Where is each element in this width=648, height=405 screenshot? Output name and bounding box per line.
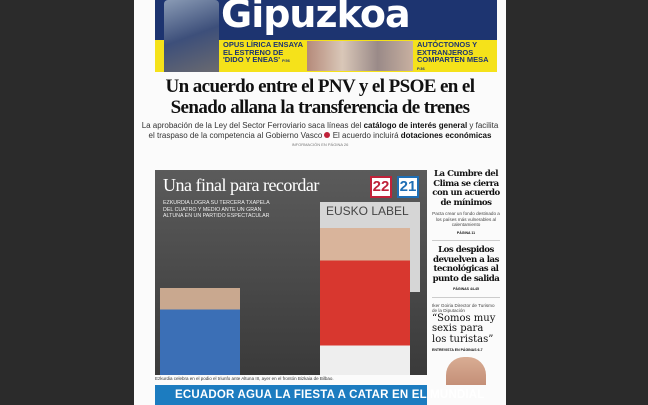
right-column <box>432 170 500 385</box>
layoffs-headline[interactable]: Los despidos devuelven a las tecnológicas al punto de salida <box>432 245 500 284</box>
divider <box>432 240 500 241</box>
score-loser: 21 <box>397 176 419 198</box>
sport-photo[interactable] <box>155 170 427 375</box>
player-left <box>160 288 240 375</box>
teaser-page: P.56 <box>282 58 290 64</box>
lead-story <box>140 76 500 147</box>
teaser-dinner[interactable] <box>417 41 495 72</box>
sub-bold: dotaciones económicas <box>400 130 492 140</box>
teaser-text: OPUS LÍRICA ENSAYA EL ESTRENO DE 'DIDO Y ENEAS' <box>223 40 303 65</box>
teaser-photo <box>307 41 413 71</box>
teaser-people-photo <box>164 0 219 72</box>
interviewee-photo <box>446 357 486 385</box>
divider <box>432 297 500 298</box>
sport-title: Una final para recordar <box>163 175 319 195</box>
newspaper-front-page <box>134 0 506 405</box>
teaser-page: P.36 <box>417 65 425 71</box>
climate-page: PÁGINA 11 <box>456 230 476 235</box>
teaser-opera[interactable] <box>223 41 303 65</box>
interview-quote[interactable]: “Somos muy sexis para los turistas” <box>432 312 496 345</box>
sub-text: La aprobación de la Ley del Sector Ferroviario saca líneas del <box>141 121 364 130</box>
sub-text: El acuerdo incluirá <box>330 130 401 140</box>
sub-bold: catálogo de interés general <box>363 121 468 130</box>
climate-headline[interactable]: La Cumbre del Clima se cierra con un acuerdo de mínimos <box>432 169 500 208</box>
score-winner: 22 <box>370 176 392 198</box>
player-right <box>320 228 410 375</box>
banner-text: ECUADOR AGUA LA FIESTA A CATAR EN EL MUNDIAL <box>175 389 485 401</box>
sport-deck: EZKURDIA LOGRA SU TERCERA TXAPELA DEL CUATRO Y MEDIO ANTE UN GRAN ALTUNA EN UN PARTIDO ESPECTACULAR <box>163 200 270 219</box>
lead-subhead <box>140 121 500 140</box>
interview-byline: Iker Goiria Director de Turismo de la Diputación <box>432 302 495 314</box>
photo-caption: Ezkurdia celebra en el podio el triunfo ante Altuna III, ayer en el frontón Bizkaia de Bilbao. <box>155 376 334 381</box>
sub-text: y facilita el traspaso de la competencia al Gobierno Vasco <box>148 121 499 140</box>
board-text: EUSKO LABEL <box>326 204 409 218</box>
layoffs-page: PÁGINAS 44-45 <box>453 287 479 292</box>
interview-page: ENTREVISTA EN PÁGINAS 6-7 <box>432 348 483 353</box>
lead-headline[interactable]: Un acuerdo entre el PNV y el PSOE en el Senado allana la transferencia de trenes <box>165 76 475 118</box>
world-cup-banner[interactable] <box>155 385 485 405</box>
masthead-logo: Gipuzkoa <box>221 0 410 36</box>
page-reference: INFORMACIÓN EN PÁGINA 26 <box>291 142 349 148</box>
climate-summary: Pacta crear un fondo destinado a los países más vulnerables al calentamiento <box>432 211 500 228</box>
teaser-text: AUTÓCTONOS Y EXTRANJEROS COMPARTEN MESA <box>417 40 489 65</box>
